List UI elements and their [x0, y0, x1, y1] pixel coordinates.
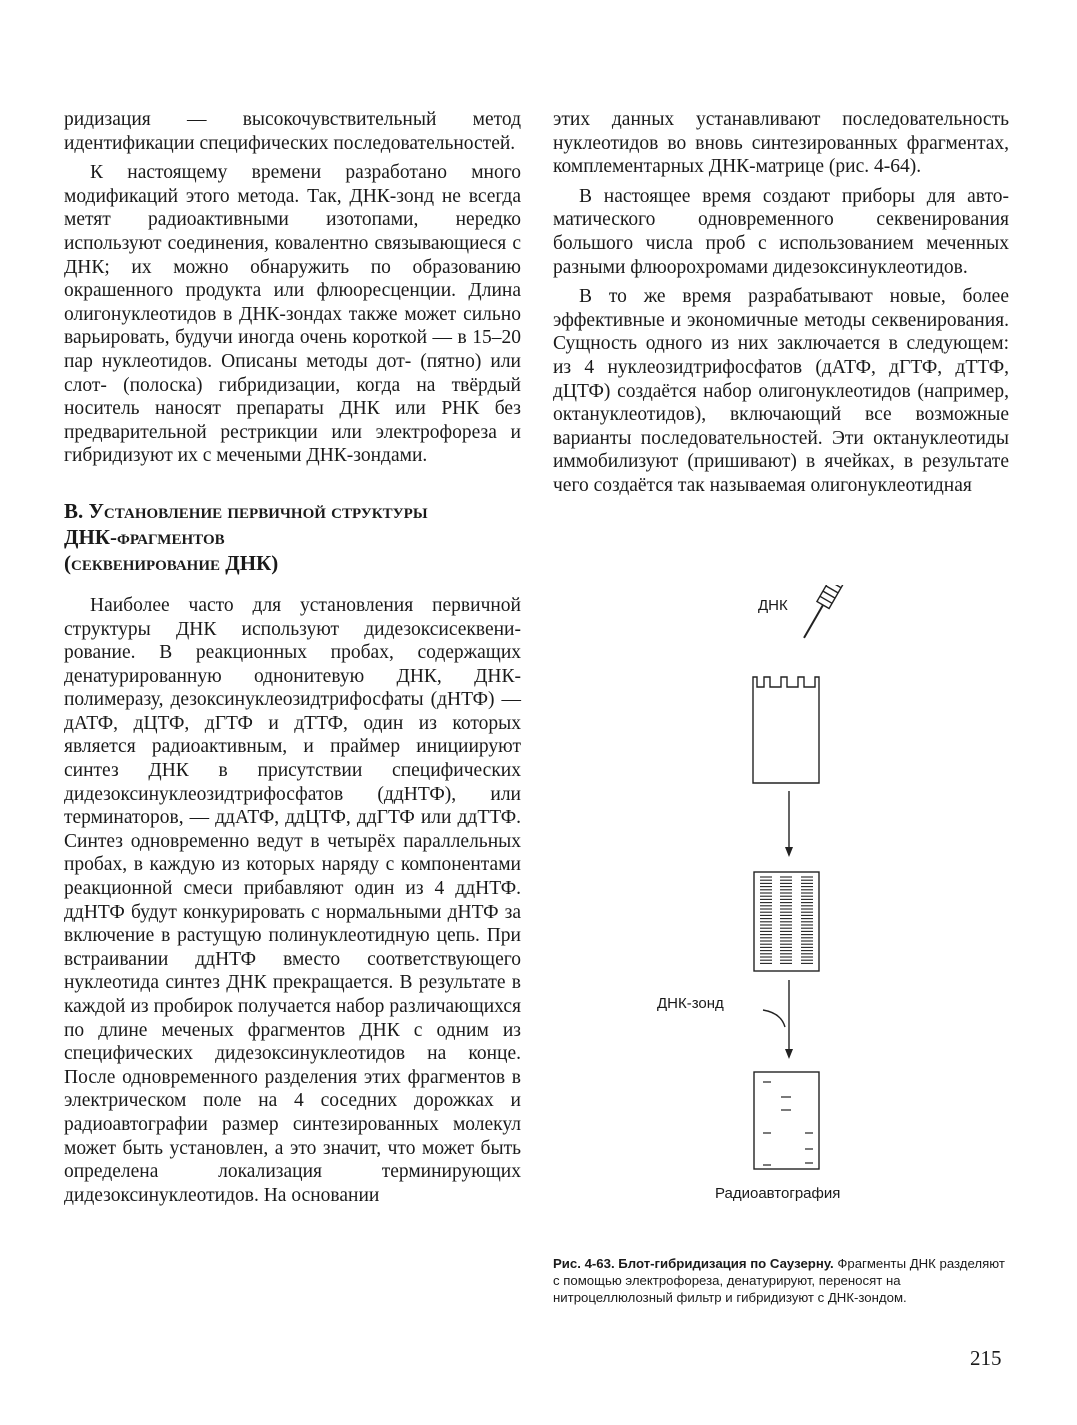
gel-slab: [753, 677, 819, 783]
probe-label: ДНК-зонд: [657, 995, 724, 1012]
right-column: [553, 108, 1009, 498]
section-heading-line-1: В. Установление первичной структуры: [64, 498, 428, 523]
caption-text: Фрагменты ДНК разделяют с помощью электрофореза, денатурируют, переносят на нитроцеллюлозный фильтр и гибридизуют с ДНК-зондом.: [553, 1256, 1005, 1305]
syringe-icon: [797, 585, 853, 642]
autoradiography-label: Радиоавтография: [715, 1185, 841, 1202]
autoradiograph-bands: [763, 1082, 813, 1165]
autoradiograph: [754, 1072, 819, 1169]
caption-title: Рис. 4-63. Блот-гибридизация по Саузерну.: [553, 1256, 834, 1271]
figure-caption: [553, 1255, 1009, 1306]
section-heading-line-2: ДНК-фрагментов: [64, 524, 225, 549]
left-paragraph-2: К настоящему времени разработано много модификаций этого метода. Так, ДНК-зонд не всегда метят радиоактивными изотопами, нередко используют соединения, ковалентно связывающиеся с ДНК; их можно обнаружить по образованию окрашенного продукта или флюоресценции. Длина олигонуклеотидов в ДНК-зондах также может сильно варьировать, будучи иногда очень короткой — в 15–20 пар нуклеотидов. Описаны методы дот- (пятно) или слот- (полоска) гибридизации, когда на твёрдый носитель наносят препараты ДНК или РНК без предварительной рестрикции или электрофореза и гибридизуют их с мечеными ДНК-зондами.: [64, 162, 521, 467]
southern-blot-diagram: [553, 585, 1009, 1245]
dna-label: ДНК: [758, 597, 788, 614]
section-heading: [64, 498, 521, 576]
membrane-bands: [760, 877, 813, 963]
page-number: 215: [970, 1346, 1002, 1370]
right-paragraph-2: В настоящее время создают приборы для автоматического одновременного секвенирования большого числа проб с использованием меченных разными флюорохромами дидезоксинуклеотидов.: [553, 185, 1009, 278]
right-paragraph-1: этих данных устанавливают последовательность нуклеотидов во вновь синтезированных фрагментах, комплементарных ДНК-матрице (рис. 4-64).: [553, 109, 1009, 178]
probe-arrow: [763, 1010, 785, 1027]
southern-blot-figure: [553, 585, 1009, 1245]
right-paragraph-3: В то же время разрабатывают новые, более эффективные и экономичные методы секвенирования. Сущность одного из них заключается в следующем: из 4 нуклеозидтрифосфатов (дАТФ, дГТФ, дТТФ, дЦТФ) создаётся набор олигонуклеотидов (например, октануклеотидов), включающий все возможные варианты последовательностей. Эти октануклеотиды иммобилизуют (пришивают) в ячейках, в результате чего создаётся так называемая олигонуклеотидная: [553, 286, 1009, 496]
left-column: [64, 108, 521, 1207]
section-heading-line-3: (секвенирование ДНК): [64, 550, 279, 575]
left-paragraph-1: ридизация — высокочувствительный метод идентификации специфических последовательностей.: [64, 109, 521, 154]
section-paragraph: Наиболее часто для установления первичной структуры ДНК используют дидезоксисеквенирование. В реакционных пробах, содержащих денатурированную однонитевую ДНК, ДНК-полимеразу, дезоксинуклеозидтрифосфаты (дНТФ) — дАТФ, дЦТФ, дГТФ и дТТФ, один из которых является радиоактивным, и праймер инициируют синтез ДНК в присутствии специфических дидезоксинуклеозидтрифосфатов (ддНТФ), или терминаторов, — ддАТФ, ддЦТФ, ддГТФ или ддТТФ. Синтез одновременно ведут в четырёх параллельных пробах, в каждую из которых наряду с компонентами реакционной смеси прибавляют один из 4 ддНТФ. ддНТФ будут конкурировать с нормальными дНТФ за включение в растущую полинуклеотидную цепь. При встраивании ддНТФ вместо соответствующего нуклеотида синтез ДНК прекращается. В результате в каждой из пробирок получается набор различающихся по длине меченых фрагментов ДНК с одним из специфических дидезоксинуклеотидов на конце. После одновременного разделения этих фрагментов в электрическом поле на 4 соседних дорожках и радиоавтографии размер синтезированных молекул может быть установлен, а это значит, что может быть определена локализация терминирующих дидезоксинуклеотидов. На основании: [64, 594, 521, 1206]
